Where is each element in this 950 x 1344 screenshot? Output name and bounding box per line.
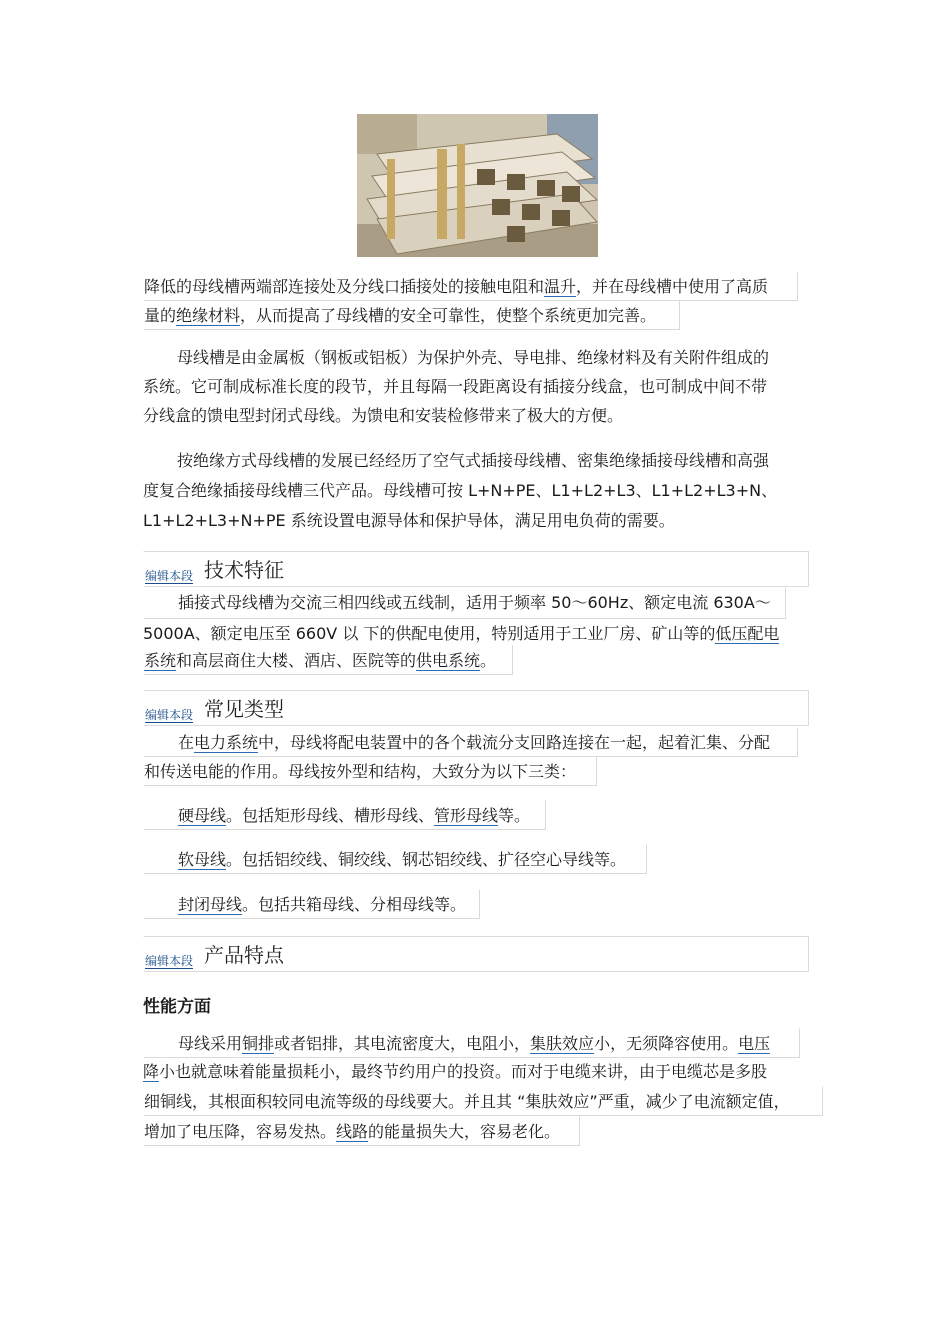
link-hard-busbar[interactable]: 硬母线	[178, 806, 227, 825]
busbar-product-photo	[357, 114, 598, 257]
link-low-voltage-distribution[interactable]: 低压配电	[715, 624, 780, 643]
intro-line-2: 量的绝缘材料，从而提高了母线槽的安全可靠性，使整个系统更加完善。	[143, 300, 680, 330]
tech-line-2: 5000A、额定电压至 660V 以 下的供配电使用，特别适用于工业厂房、矿山等的低压配电	[143, 624, 780, 643]
edit-section-link[interactable]: 编辑本段	[145, 954, 194, 968]
features-line-4: 增加了电压降，容易发热。线路的能量损失大，容易老化。	[143, 1116, 580, 1146]
link-skin-effect[interactable]: 集肤效应	[530, 1034, 595, 1053]
subheading-performance: 性能方面	[143, 997, 211, 1017]
link-insulation-material[interactable]: 绝缘材料	[176, 306, 241, 325]
link-tubular-busbar[interactable]: 管形母线	[434, 806, 499, 825]
link-temperature-rise[interactable]: 温升	[544, 277, 577, 296]
link-line[interactable]: 线路	[336, 1122, 369, 1141]
edit-section-link[interactable]: 编辑本段	[145, 569, 194, 583]
features-line-1: 母线采用铜排或者铝排，其电流密度大，电阻小，集肤效应小，无须降容使用。电压	[143, 1028, 800, 1058]
section-title: 技术特征	[204, 558, 284, 582]
link-power-supply-system[interactable]: 供电系统	[416, 651, 481, 670]
section-title: 产品特点	[204, 943, 284, 967]
link-enclosed-busbar[interactable]: 封闭母线	[178, 895, 243, 914]
section-header-tech	[143, 551, 809, 587]
section-header-types	[143, 690, 809, 726]
tech-line-3: 系统和高层商住大楼、酒店、医院等的供电系统。	[143, 645, 513, 675]
section-title: 常见类型	[204, 697, 284, 721]
list-item-enclosed-busbar: 封闭母线。包括共箱母线、分相母线等。	[143, 889, 480, 919]
list-item-hard-busbar: 硬母线。包括矩形母线、槽形母线、管形母线等。	[143, 800, 546, 830]
link-voltage-drop-cont[interactable]: 降	[143, 1062, 160, 1081]
edit-section-link[interactable]: 编辑本段	[145, 708, 194, 722]
paragraph-structure: 母线槽是由金属板（钢板或铝板）为保护外壳、导电排、绝缘材料及有关附件组成的 系统。它可制成标准长度的段节，并且每隔一段距离设有插接分线盒，也可制成中间不带 分线盒的馈电型封闭式母线。为馈电和安装检修带来了极大的方便。	[143, 348, 770, 425]
features-line-3: 细铜线，其根面积较同电流等级的母线要大。并且其 “集肤效应”严重，减少了电流额定值，	[143, 1086, 823, 1116]
types-intro-line-1: 在电力系统中，母线将配电装置中的各个载流分支回路连接在一起，起着汇集、分配	[143, 727, 798, 757]
link-soft-busbar[interactable]: 软母线	[178, 850, 227, 869]
features-line-2: 降小也就意味着能量损耗小，最终节约用户的投资。而对于电缆来讲，由于电缆芯是多股	[143, 1062, 768, 1081]
link-copper-bar[interactable]: 铜排	[242, 1034, 275, 1053]
list-item-soft-busbar: 软母线。包括铝绞线、铜绞线、钢芯铝绞线、扩径空心导线等。	[143, 844, 647, 874]
intro-line-1: 降低的母线槽两端部连接处及分线口插接处的接触电阻和温升，并在母线槽中使用了高质	[143, 271, 798, 301]
tech-line-1: 插接式母线槽为交流三相四线或五线制，适用于频率 50～60Hz、额定电流 630A～	[143, 587, 786, 619]
link-system[interactable]: 系统	[144, 651, 177, 670]
types-intro-line-2: 和传送电能的作用。母线按外型和结构，大致分为以下三类：	[143, 756, 597, 786]
section-header-features	[143, 936, 809, 972]
link-voltage-drop[interactable]: 电压	[738, 1034, 771, 1053]
link-power-system[interactable]: 电力系统	[194, 733, 259, 752]
paragraph-history: 按绝缘方式母线槽的发展已经经历了空气式插接母线槽、密集绝缘插接母线槽和高强 度复合绝缘插接母线槽三代产品。母线槽可按 L+N+PE、L1+L2+L3、L1+L2+L3+N、 L1+L2+L3+N+PE 系统设置电源导体和保护导体，满足用电负荷的需要。	[143, 451, 778, 530]
